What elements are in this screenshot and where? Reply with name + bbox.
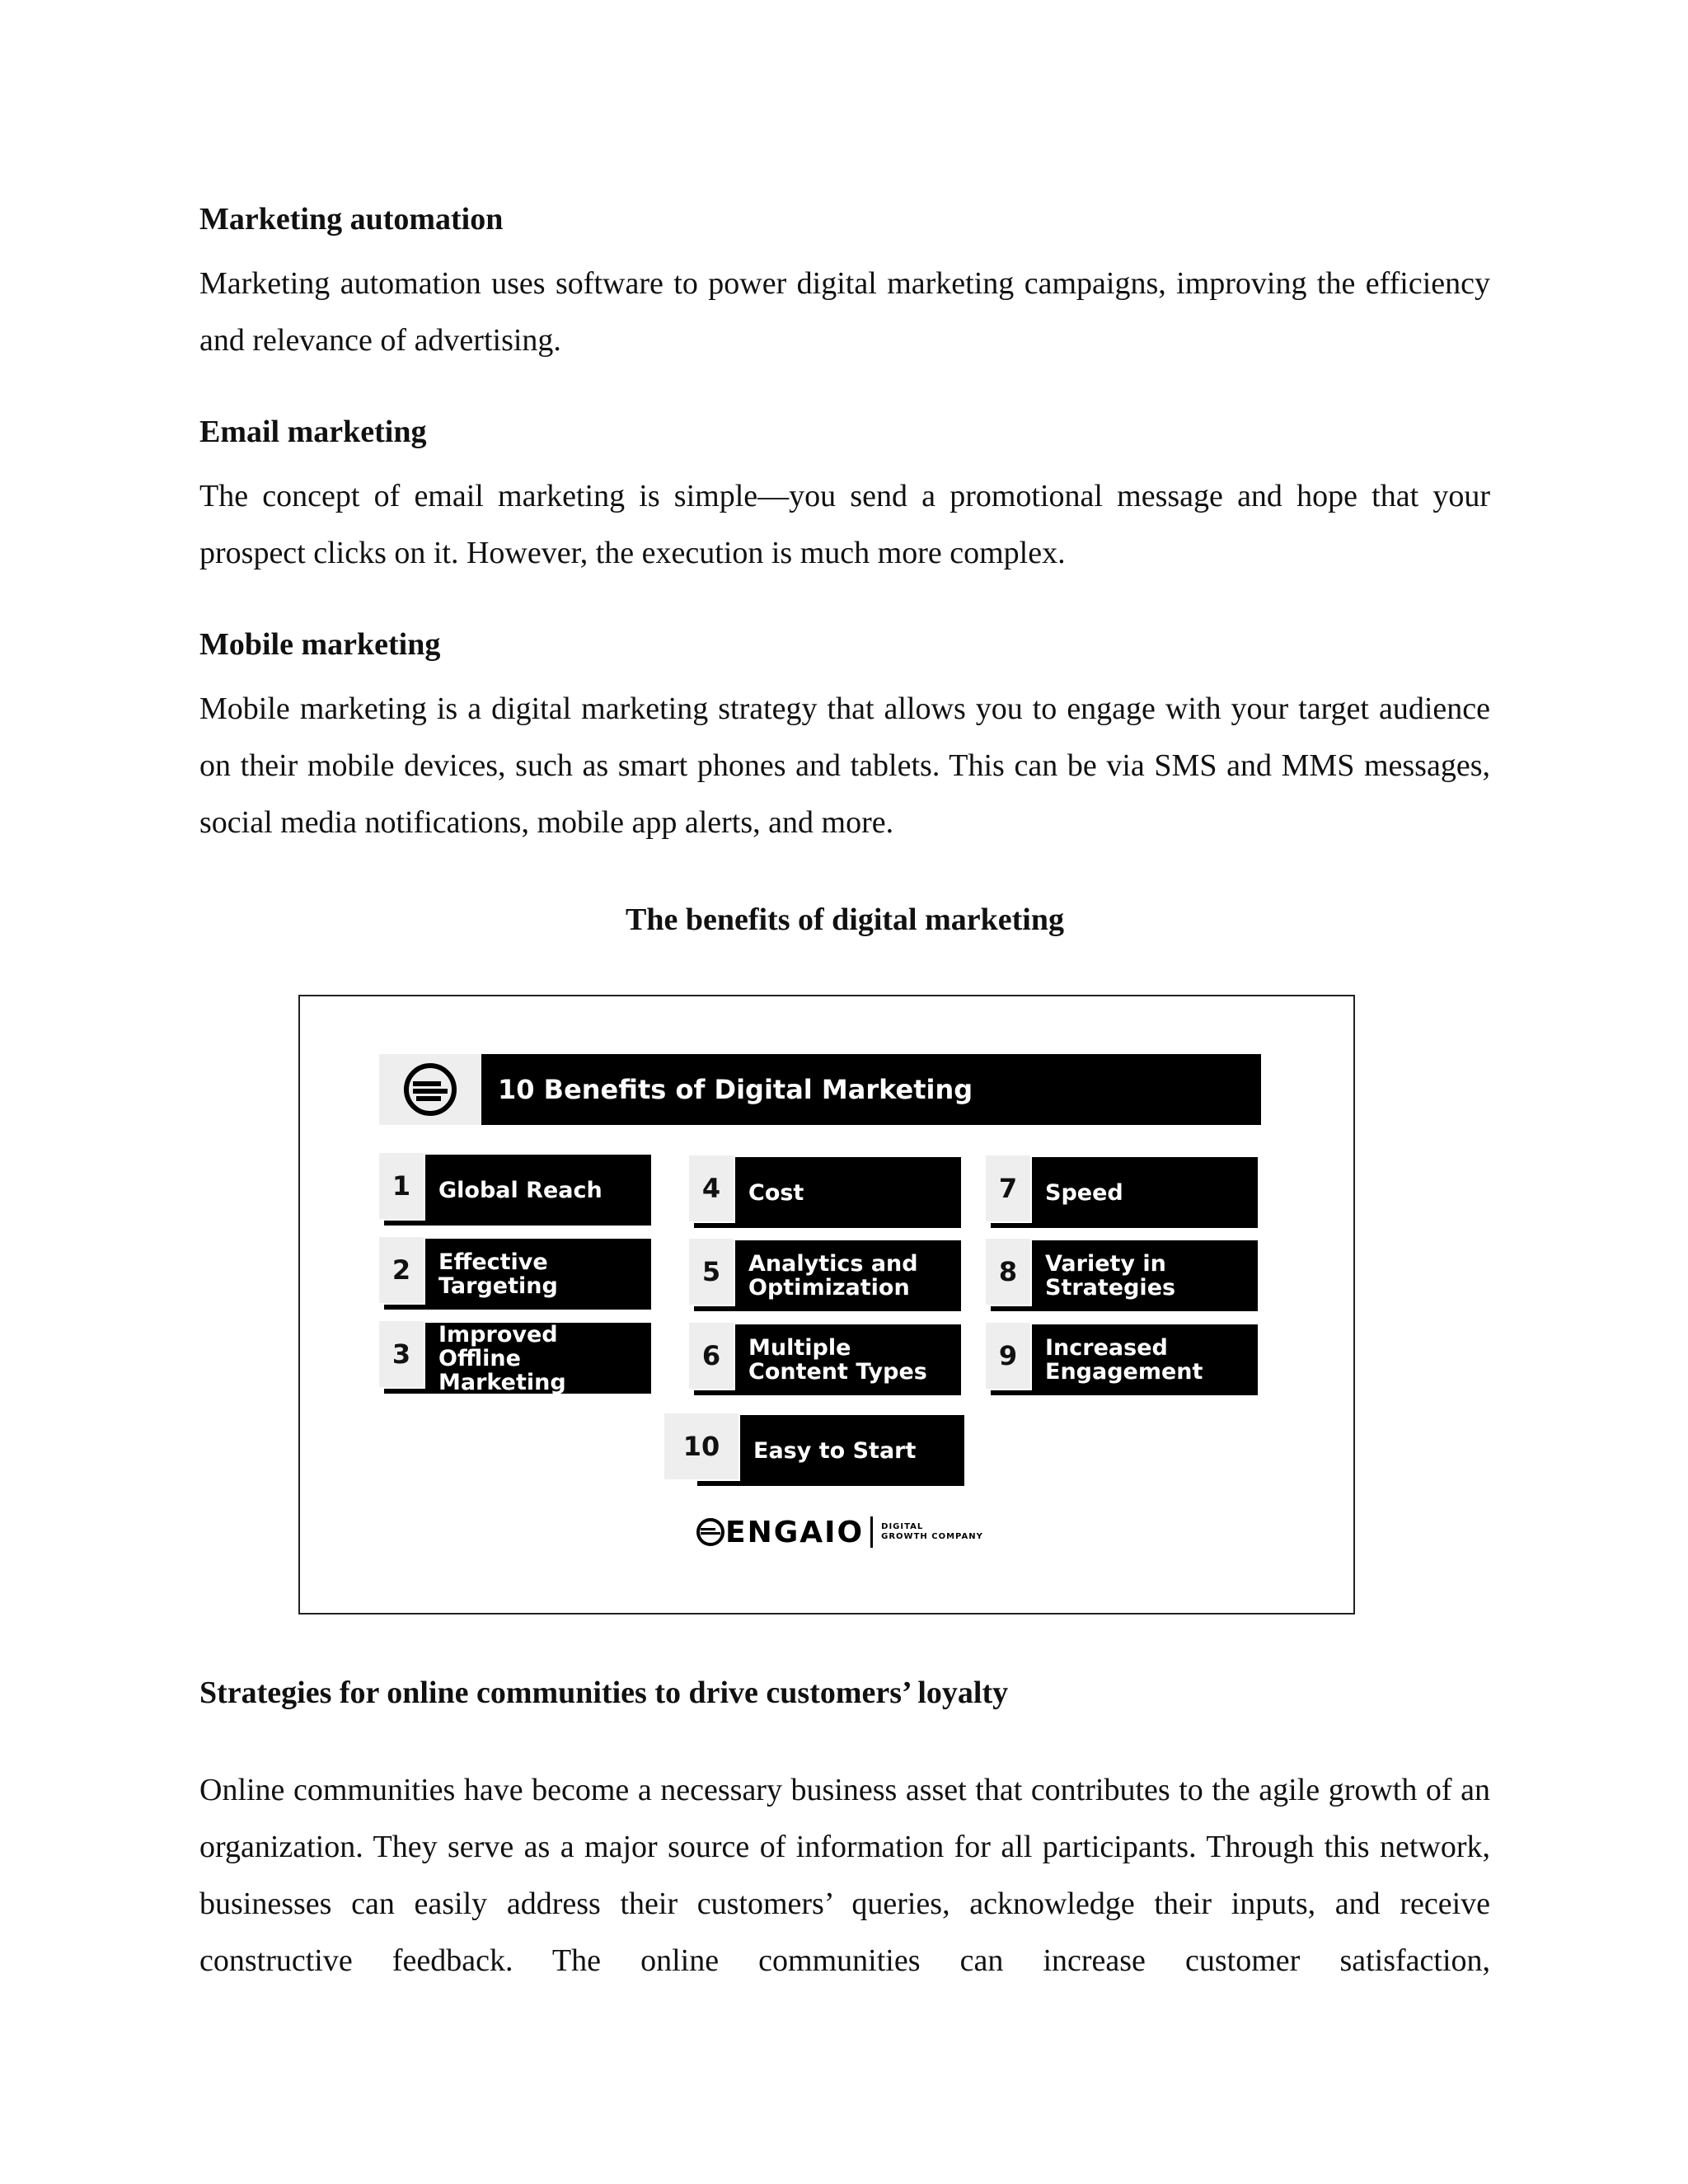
benefit-number: 1: [379, 1153, 424, 1219]
engaio-brand: [696, 1514, 983, 1550]
benefit-label: Multiple Content Types: [735, 1324, 961, 1395]
infographic-title: 10 Benefits of Digital Marketing: [498, 1074, 973, 1105]
paragraph-email-marketing: The concept of email marketing is simple—you send a promotional message and hope that your prospect clicks on it. However, the execution is much more complex.: [199, 479, 1490, 570]
engaio-logo-icon: [379, 1054, 481, 1125]
figure-caption: The benefits of digital marketing: [626, 902, 1064, 937]
benefit-card: [379, 1237, 651, 1310]
paragraph-mobile-marketing: Mobile marketing is a digital marketing strategy that allows you to engage with your target audience on their mobile devices, such as smart phones and tablets. This can be via SMS and MMS messages, social media notifications, mobile app alerts, and more.: [199, 691, 1490, 840]
heading-mobile-marketing: Mobile marketing: [199, 627, 441, 662]
brand-subtitle-line2: GROWTH COMPANY: [881, 1532, 983, 1541]
brand-name: ENGAIO: [725, 1515, 865, 1549]
benefit-label: Speed: [1032, 1157, 1258, 1228]
benefit-label: Cost: [735, 1157, 961, 1228]
benefit-card: [664, 1413, 964, 1486]
paragraph-marketing-automation: Marketing automation uses software to power digital marketing campaigns, improving the efficiency and relevance of advertising.: [199, 266, 1490, 358]
benefit-number: 3: [379, 1321, 424, 1387]
benefit-label: Global Reach: [425, 1155, 651, 1226]
brand-subtitle-line1: DIGITAL: [881, 1522, 924, 1531]
benefit-label: Easy to Start: [740, 1415, 964, 1486]
benefit-number: 2: [379, 1237, 424, 1303]
benefit-number: 5: [689, 1239, 734, 1305]
benefit-label: Effective Targeting: [425, 1239, 651, 1310]
benefit-card: [986, 1239, 1258, 1311]
benefit-label: Increased Engagement: [1032, 1324, 1258, 1395]
benefit-card: [689, 1155, 961, 1228]
benefit-card: [689, 1239, 961, 1311]
benefit-number: 4: [689, 1155, 734, 1221]
benefit-card: [986, 1323, 1258, 1395]
benefit-label: Analytics and Optimization: [735, 1240, 961, 1311]
benefits-infographic: [298, 995, 1355, 1615]
benefit-number: 6: [689, 1323, 734, 1389]
benefit-card: [379, 1321, 651, 1394]
heading-marketing-automation: Marketing automation: [199, 202, 504, 237]
benefit-number: 10: [664, 1413, 738, 1479]
benefit-card: [379, 1153, 651, 1226]
benefit-number: 8: [986, 1239, 1030, 1305]
infographic-banner: [379, 1054, 1261, 1125]
benefit-number: 7: [986, 1155, 1030, 1221]
paragraph-strategies: Online communities have become a necessary business asset that contributes to the agile growth of an organization. They serve as a major source of information for all participants. Through this network, businesses can easily address their customers’ queries, acknowledge their inputs, and receive constructive feedback. The online communities can increase customer satisfaction,: [199, 1773, 1490, 1978]
benefit-card: [689, 1323, 961, 1395]
benefit-label: Variety in Strategies: [1032, 1240, 1258, 1311]
engaio-brand-icon: [696, 1517, 725, 1547]
heading-email-marketing: Email marketing: [199, 415, 427, 449]
heading-strategies: Strategies for online communities to drive customers’ loyalty: [199, 1675, 1009, 1710]
benefit-card: [986, 1155, 1258, 1228]
benefit-number: 9: [986, 1323, 1030, 1389]
benefit-label: Improved Offline Marketing: [425, 1323, 651, 1394]
